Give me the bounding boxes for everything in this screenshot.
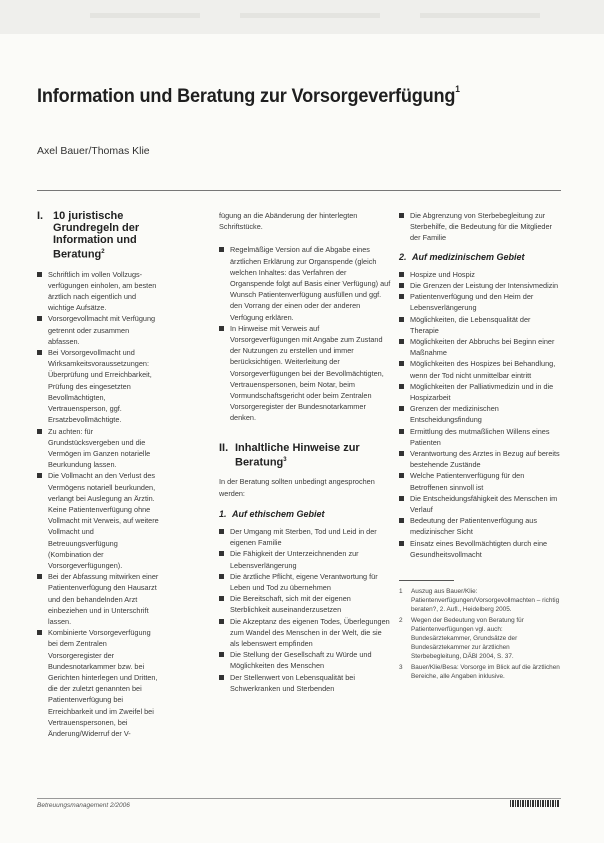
list-item: Der Umgang mit Sterben, Tod und Leid in der eigenen Familie — [219, 526, 391, 548]
subsection-1-list-continued — [399, 210, 561, 244]
subsection-2-heading: 2. Auf medizinischem Gebiet — [399, 251, 525, 262]
journal-footer: Betreuungsmanagement 2/2006 — [37, 802, 130, 809]
section-1-heading: I. 10 juristische Grundregeln der Information und Beratung$^2$ — [37, 210, 140, 261]
faint-header-mark — [90, 13, 200, 18]
list-item: Die Entscheidungsfähigkeit des Menschen im Verlauf — [399, 493, 561, 515]
list-item: Vorsorgevollmacht mit Verfügung getrennt oder zusammen abfassen. — [37, 313, 160, 347]
section-1-list — [37, 269, 160, 740]
list-item: Die Abgrenzung von Sterbebegleitung zur Sterbehilfe, die Bedeutung für die Mitglieder der Familie — [399, 210, 561, 244]
column-1 — [37, 210, 160, 739]
footnote: 2 Wegen der Bedeutung von Beratung für Patientenverfügungen vgl. auch: Bundesärztekammer, Grundsätze der Bundesärztekammer zur ärztlichen Sterbebegleitung, DÄBl 2004, S. 37. — [399, 617, 524, 661]
footnote: 3 Bauer/Klie/Besa: Vorsorge im Blick auf die ärztlichen Bereiche, alle Angaben inklusive. — [399, 664, 560, 681]
list-item: Möglichkeiten, die Lebensqualität der Therapie — [399, 314, 561, 336]
section-2-heading: II. Inhaltliche Hinweise zur Beratung$^3$ — [219, 441, 360, 469]
subsection-1-list — [219, 526, 391, 694]
section-1-list-continued — [219, 244, 391, 423]
list-item: Grenzen der medizinischen Entscheidungsfindung — [399, 403, 561, 425]
article-title: Information und Beratung zur Vorsorgeverfügung$^1$ — [37, 84, 460, 107]
title-footnote-ref: 1 — [455, 84, 460, 94]
list-item: Verantwortung des Arztes in Bezug auf bereits bestehende Zustände — [399, 448, 561, 470]
list-item: In Hinweise mit Verweis auf Vorsorgeverfügungen mit Angabe zum Zustand der Nutzungen zu erstellen und immer berücksichtigen. Weiterleitung der Vorsorgeverfügungen bei der Bevollmächtigten, Vertrauenspersonen, beim Notar, beim Vormundschaftsgericht oder beim Zentralen Vorsorgeregister der Bundesnotarkammer denken. — [219, 323, 391, 424]
list-item: Die Grenzen der Leistung der Intensivmedizin — [399, 280, 561, 291]
list-item: Möglichkeiten der Palliativmedizin und in die Hospizarbeit — [399, 381, 561, 403]
section-2-intro: In der Beratung sollten unbedingt angesprochen werden: — [219, 477, 375, 498]
faint-header-mark — [420, 13, 540, 18]
footnotes — [399, 587, 561, 681]
list-item: Die Bereitschaft, sich mit der eigenen Sterblichkeit auseinanderzusetzen — [219, 593, 391, 615]
footnote: 1 Auszug aus Bauer/Klie: Patientenverfügungen/Vorsorgevollmachten – richtig beraten?, 2. Aufl., Heidelberg 2005. — [399, 588, 560, 614]
list-item: Die Stellung der Gesellschaft zu Würde und Möglichkeiten des Menschen — [219, 649, 391, 671]
authors: Axel Bauer/Thomas Klie — [37, 145, 150, 157]
list-item: Der Stellenwert von Lebensqualität bei Schwerkranken und Sterbenden — [219, 672, 391, 694]
list-item: Die ärztliche Pflicht, eigene Verantwortung für Leben und Tod zu übernehmen — [219, 571, 391, 593]
footnote-rule — [399, 580, 454, 581]
list-item: Bedeutung der Patientenverfügung aus medizinischer Sicht — [399, 515, 561, 537]
continued-text: fügung an die Abänderung der hinterlegten Schriftstücke. — [219, 211, 358, 232]
list-item: Hospize und Hospiz — [399, 269, 561, 280]
faint-header-mark — [240, 13, 380, 18]
list-item: Bei Vorsorgevollmacht und Wirksamkeitsvoraussetzungen: Überprüfung und Erreichbarkeit, Prüfung des eingesetzten Bevollmächtigten, Vertrauensperson, ggf. Ersatzbevollmächtigte. — [37, 347, 160, 425]
list-item: Regelmäßige Version auf die Abgabe eines ärztlichen Erklärung zur Organspende (gleich welchen Inhaltes: das Verfahren der Organspende folgt auf Basis einer Verfügung) auf Wunsch Patientenverfügung ausfüllen und ggf. den Vorrang der einen oder der anderen Verfügung erklären. — [219, 244, 391, 322]
column-2 — [219, 210, 391, 694]
footer-rule — [37, 798, 561, 799]
list-item: Schriftlich im vollen Vollzugs-verfügungen einholen, am besten ärztlich nach eigentlich und wichtige Aufsätze. — [37, 269, 160, 314]
list-item: Welche Patientenverfügung für den Betroffenen sinnvoll ist — [399, 470, 561, 492]
list-item: Möglichkeiten des Hospizes bei Behandlung, wenn der Tod nicht unmittelbar eintritt — [399, 358, 561, 380]
list-item: Die Akzeptanz des eigenen Todes, Überlegungen zum Wandel des Menschen in der Welt, die sie als lebenswert empfinden — [219, 616, 391, 650]
list-item: Kombinierte Vorsorgeverfügung bei dem Zentralen Vorsorgeregister der Bundesnotarkammer bzw. bei Gerichten hinterlegen und Dritten, die der zuletzt genannten bei Patientenverfügung bei Erreichbarkeit und im Zweifel bei Vertrauenspersonen, bei Änderung/Widerruf der V- — [37, 627, 160, 739]
list-item: Bei der Abfassung mitwirken einer Patientenverfügung den Hausarzt und den behandelnden Arzt einbeziehen und in Unterschrift lassen. — [37, 571, 160, 627]
list-item: Patientenverfügung und den Heim der Lebensverlängerung — [399, 291, 561, 313]
title-rule — [37, 190, 561, 191]
list-item: Einsatz eines Bevollmächtigten durch eine Gesundheitsvollmacht — [399, 538, 561, 560]
page-top-margin — [0, 0, 604, 34]
column-3 — [399, 210, 561, 683]
list-item: Ermittlung des mutmaßlichen Willens eines Patienten — [399, 426, 561, 448]
list-item: Möglichkeiten der Abbruchs bei Beginn einer Maßnahme — [399, 336, 561, 358]
subsection-2-list — [399, 269, 561, 560]
list-item: Die Fähigkeit der Unterzeichnenden zur Lebensverlängerung — [219, 548, 391, 570]
list-item: Die Vollmacht an den Verlust des Vermögens notariell beurkunden, verlangt bei Auslegung an Ärztin. Keine Patientenverfügung ohne Vollmacht mit Verweis, auf weitere Vollmacht und Betreuungsverfügung (Kombination der Vorsorgeverfügungen). — [37, 470, 160, 571]
subsection-1-heading: 1. Auf ethischem Gebiet — [219, 508, 325, 519]
barcode-mark — [510, 800, 560, 807]
list-item: Zu achten: für Grundstücksvergeben und die Vermögen im Ganzen notarielle Beurkundung lassen. — [37, 426, 160, 471]
